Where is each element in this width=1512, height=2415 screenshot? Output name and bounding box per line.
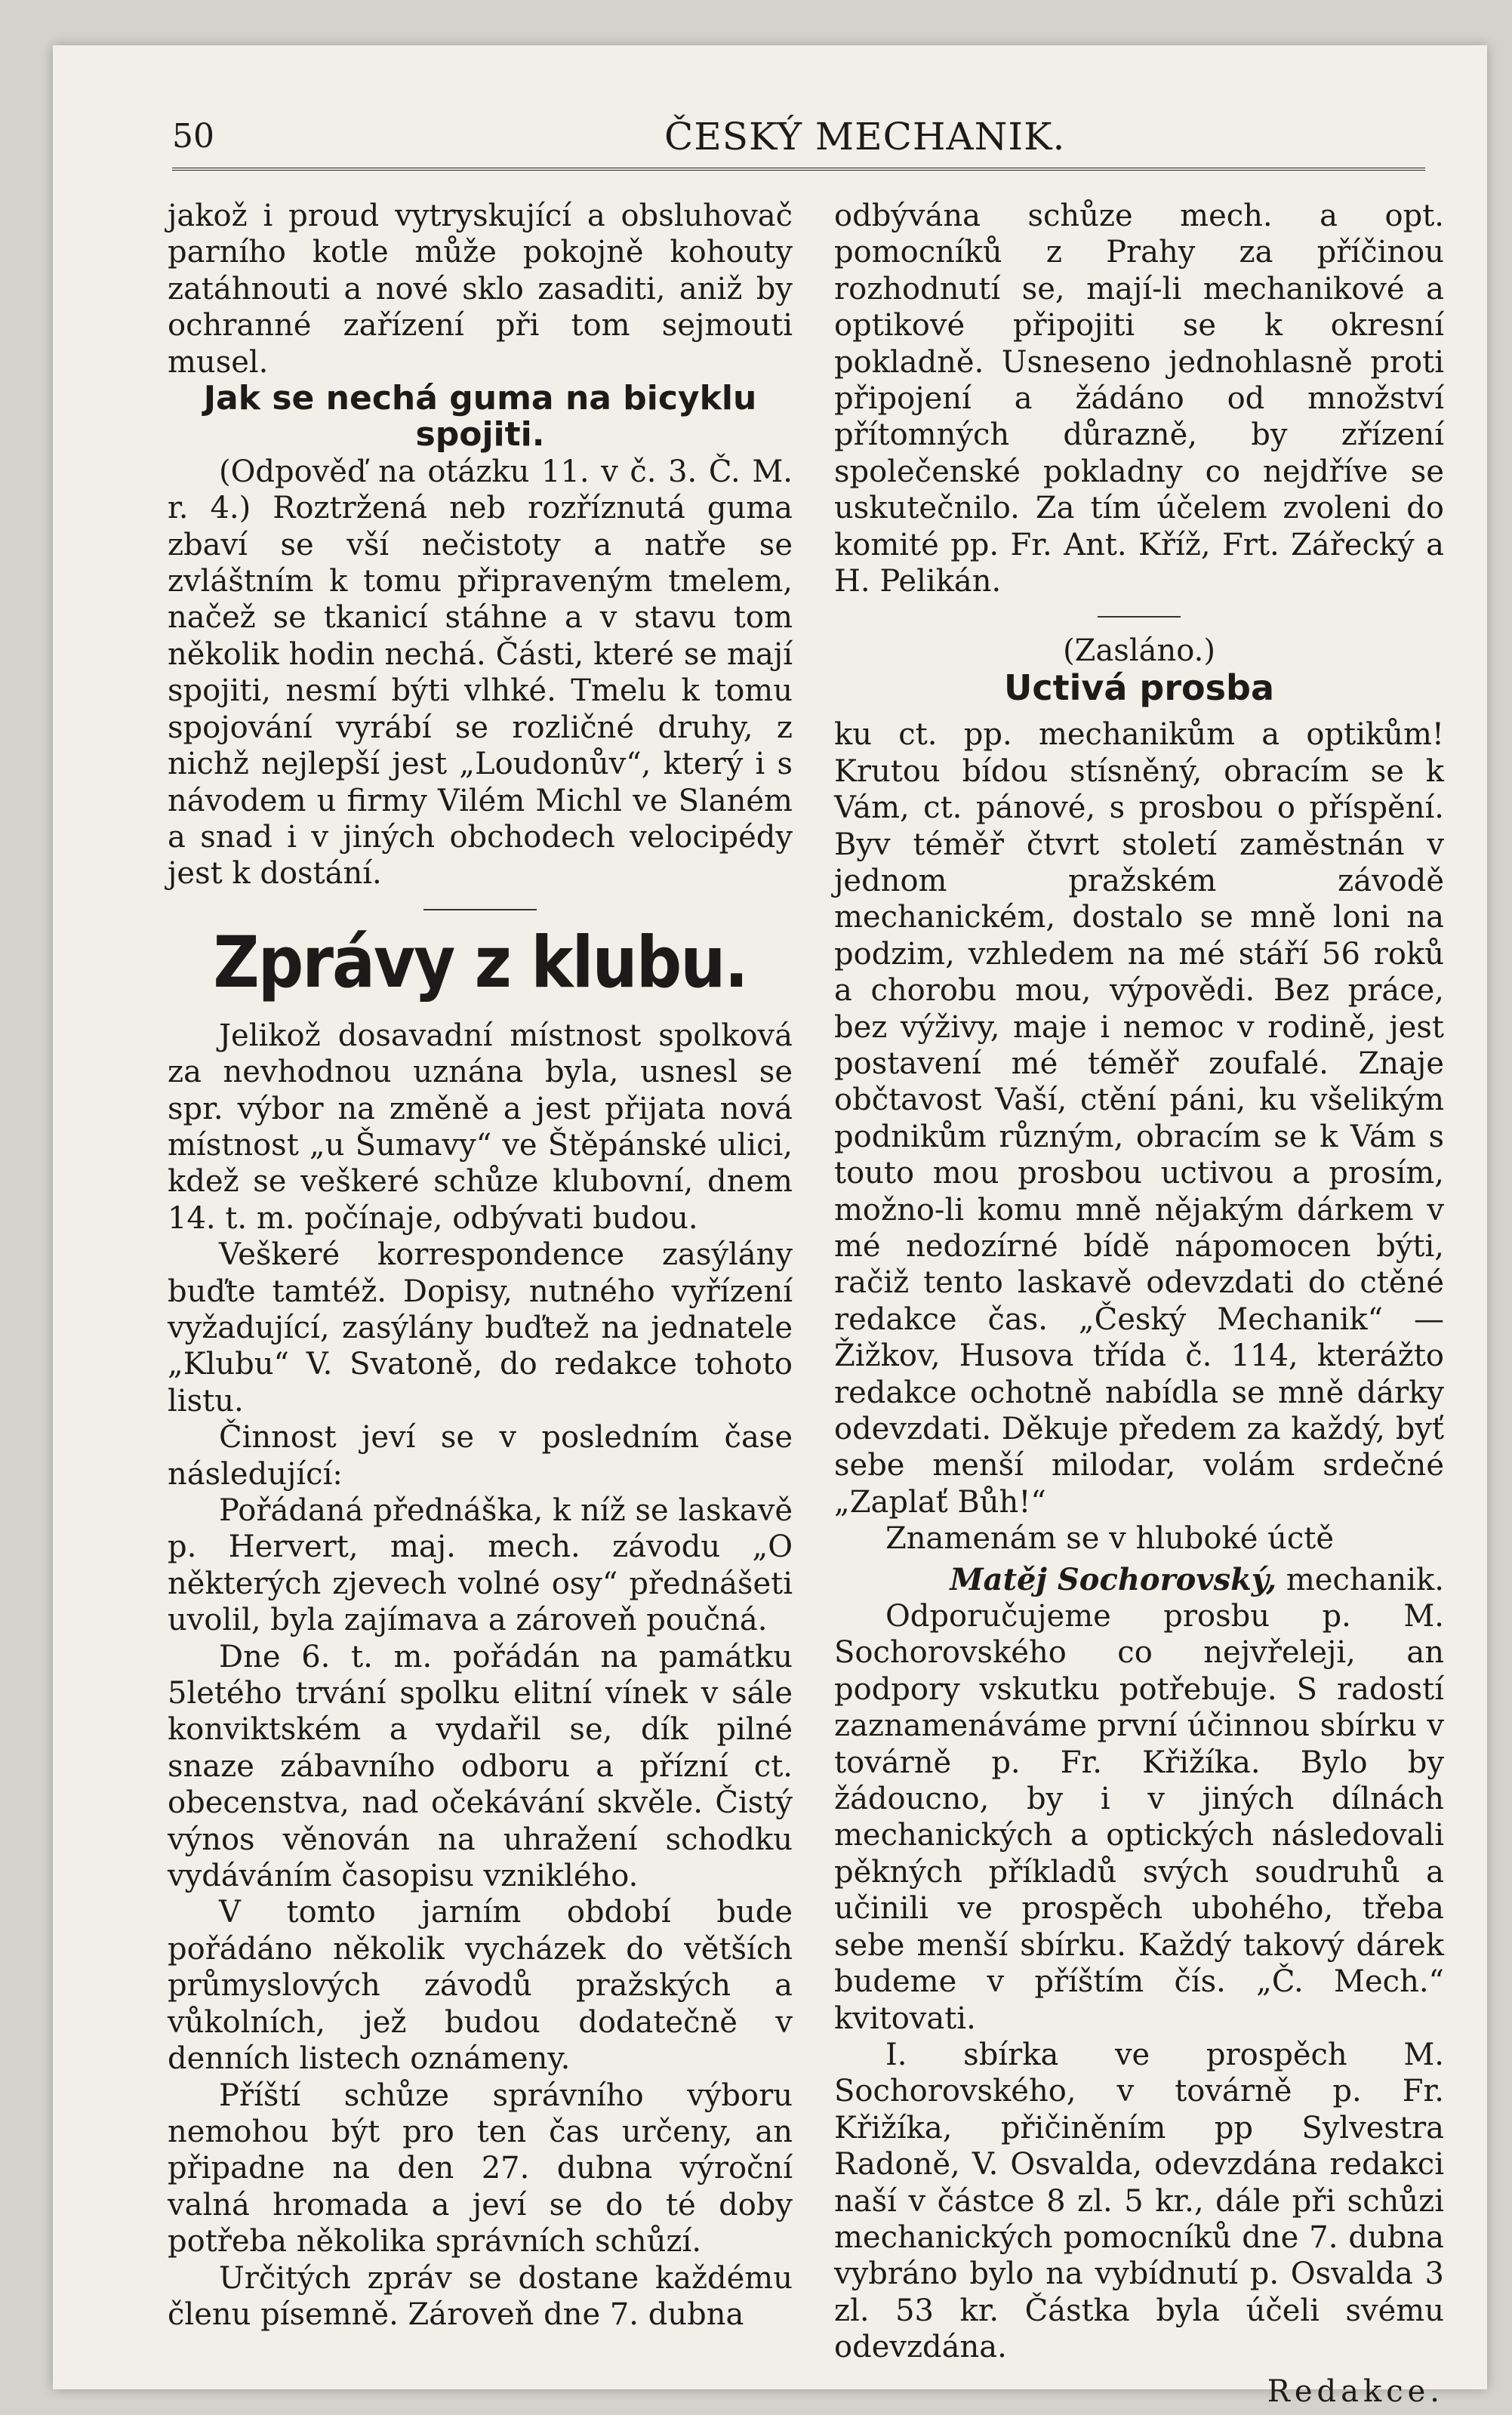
collection-note: I. sbírka ve prospěch M. Sochorovského, v továrně p. Fr. Křižíka, přičiněním pp Sylvestra Radoně, V. Osvalda, odevzdána redakci naší v částce 8 zl. 5 kr., dále při schůzi mechanických pomocníků dne 7. dubna vybráno bylo na vybídnutí p. Osvalda 3 zl. 53 kr. Částka byla účeli svému odevzdána.: [834, 2037, 1444, 2365]
news-paragraph: Pořádaná přednáška, k níž se laskavě p. Hervert, maj. mech. závodu „O některých zjevech volné osy“ přednášeti uvolil, byla zajímava a zároveň poučná.: [168, 1493, 793, 1638]
letter-heading: Uctivá prosba: [1004, 667, 1274, 708]
left-column: [168, 198, 793, 2333]
article-paragraph: (Odpověď na otázku 11. v č. 3. Č. M. r. 4.) Roztržená neb rozříznutá guma zbaví se vší nečistoty a natře se zvláštním k tomu připraveným tmelem, načež se tkanicí stáhne a v stavu tom několik hodin nechá. Části, které se mají spojiti, nesmí býti vlhké. Tmelu k tomu spojování vyrábí se rozličné druhy, z nichž nejlepší jest „Loudonův“, který i s návodem u firmy Vilém Michl ve Slaném a snad i v jiných obchodech velocipédy jest k dostání.: [168, 454, 793, 892]
section-title: Zprávy z klubu.: [213, 921, 747, 1004]
signature-title: mechanik.: [1276, 1562, 1444, 1597]
letter-paragraph: ku ct. pp. mechanikům a optikům! Krutou bídou stísněný, obracím se k Vám, ct. pánové, s prosbou o příspění. Byv téměř čtvrt století zaměstnán v jednom pražském závodě mechanickém, dostalo se mně loni na podzim, vzhledem na mé stáří 56 roků a chorobu mou, výpovědi. Bez práce, bez výživy, maje i nemoc v rodině, jest postavení mé téměř zoufalé. Znaje občtavost Vaší, ctění páni, ku všelikým podnikům různým, obracím se k Vám s touto mou prosbou uctivou a prosím, možno-li komu mně nějakým dárkem v mé nedozírné bídě nápomocen býti, račiž tento laskavě odevzdati do ctěné redakce čas. „Český Mechanik“ — Žižkov, Husova třída č. 114, kterážto redakce ochotně nabídla se mně dárky odevzdati. Děkuje předem za každý, byť sebe menší milodar, volám srdečné „Zaplať Bůh!“: [834, 717, 1444, 1520]
signature-name: Matěj Sochorovský,: [950, 1561, 1277, 1597]
letter-closing: Znamenám se v hluboké úctě: [885, 1521, 1335, 1557]
news-paragraph: Jelikož dosavadní místnost spolková za nevhodnou uznána byla, usnesl se spr. výbor na změně a jest přijata nová místnost „u Šumavy“ ve Štěpánské ulici, kdež se veškeré schůze klubovní, dnem 14. t. m. počínaje, odbývati budou.: [168, 1018, 793, 1236]
header-rule: [172, 168, 1425, 171]
page-number: 50: [172, 117, 214, 156]
signature: [834, 1562, 1444, 1598]
separator-rule: [423, 909, 537, 910]
news-paragraph: Příští schůze správního výboru nemohou být pro ten čas určeny, an připadne na den 27. dubna výroční valná hromada a jeví se do té doby potřeba několika správních schůzí.: [168, 2078, 793, 2259]
submitted-label: (Zasláno.): [1063, 633, 1215, 669]
news-paragraph: V tomto jarním období bude pořádáno několik vycházek do větších průmyslových závodů pražských a vůkolních, jež budou dodatečně v denních listech oznámeny.: [168, 1895, 793, 2077]
continued-paragraph: jakož i proud vytryskující a obsluhovač parního kotle může pokojně kohouty zatáhnouti a nové sklo zasaditi, aniž by ochranné zařízení při tom sejmouti musel.: [168, 199, 793, 380]
news-paragraph: Určitých zpráv se dostane každému členu písemně. Zároveň dne 7. dubna: [168, 2260, 793, 2332]
news-paragraph: Veškeré korrespondence zasýlány buďte tamtéž. Dopisy, nutného vyřízení vyžadující, zasýlány buďtež na jednatele „Klubu“ V. Svatoně, do redakce tohoto listu.: [168, 1237, 793, 1419]
editorial-note: Odporučujeme prosbu p. M. Sochorovského co nejvřeleji, an podpory vskutku potřebuje. S radostí zaznamenáváme první účinnou sbírku v továrně p. Fr. Křižíka. Bylo by žádoucno, by i v jiných dílnách mechanických a optických následovali pěkných příkladů svých soudruhů a učinili ve prospěch ubohého, třeba sebe menší sbírku. Každý takový dárek budeme v příštím čís. „Č. Mech.“ kvitovati.: [834, 1599, 1444, 2036]
running-title: ČESKÝ MECHANIK.: [664, 115, 1066, 159]
right-column: [834, 198, 1444, 2410]
separator-rule: [1098, 616, 1181, 618]
editorial-signature: Redakce.: [1267, 2373, 1444, 2409]
continued-paragraph: odbývána schůze mech. a opt. pomocníků z Prahy za příčinou rozhodnutí se, mají-li mechanikové a optikové připojiti se k okresní pokladně. Usneseno jednohlasně proti připojení a žádáno od množství přítomných důrazně, by zřízení společenské pokladny co nejdříve se uskutečnilo. Za tím účelem zvoleni do komité pp. Fr. Ant. Kříž, Frt. Zářecký a H. Pelikán.: [834, 199, 1444, 599]
news-paragraph: Činnost jeví se v posledním čase následující:: [168, 1420, 793, 1492]
article-heading: Jak se nechá guma na bicyklu spojiti.: [203, 379, 757, 454]
news-paragraph: Dne 6. t. m. pořádán na památku 5letého trvání spolku elitní vínek v sále konviktském a vydařil se, dík pilné snaze zábavního odboru a přízní ct. obecenstva, nad očekávání skvěle. Čistý výnos věnován na uhražení schodku vydáváním časopisu vzniklého.: [168, 1639, 793, 1894]
